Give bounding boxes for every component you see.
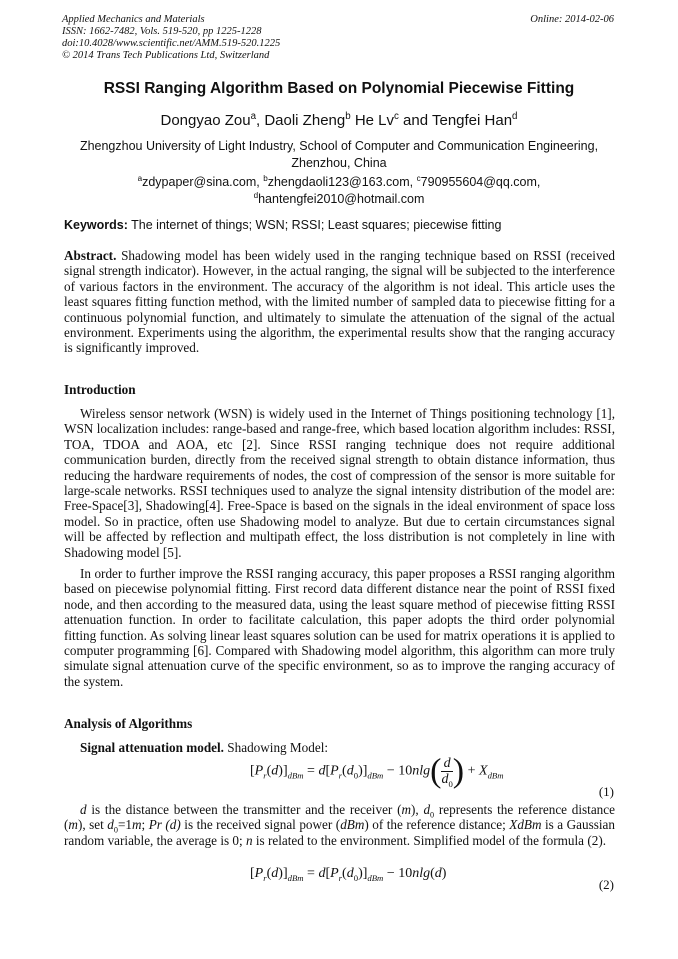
eq-symbol: 0 (353, 770, 359, 781)
authors (0, 112, 678, 129)
author-2: , Daoli Zheng (256, 112, 346, 129)
math-var: m (68, 817, 78, 833)
eq-symbol: r (338, 872, 343, 883)
eq-symbol: P (254, 866, 264, 881)
eq-symbol: ] (282, 763, 288, 779)
equation-2: $[P_r(d)]_{dBm} = d[P_r(d_0)]_{dBm} - 10nlg(d)$ (250, 866, 447, 883)
eq-fraction (441, 756, 452, 787)
copyright: © 2014 Trans Tech Publications Ltd, Switzerland (62, 50, 270, 61)
eq-symbol: [ (250, 866, 255, 881)
doi: doi:10.4028/www.scientific.net/AMM.519-520.1225 (62, 38, 281, 49)
abstract (64, 248, 615, 356)
email-mark: a (137, 173, 143, 183)
eq-symbol: r (338, 770, 343, 781)
eq-symbol: d (318, 866, 326, 881)
eq-symbol: [ (325, 866, 331, 881)
eq-symbol: d (318, 763, 326, 779)
keywords-text: The internet of things; WSN; RSSI; Least squares; piecewise fitting (127, 218, 502, 232)
eq-symbol: dBm (367, 770, 384, 781)
eq-symbol: d (441, 772, 449, 787)
keywords (64, 218, 620, 232)
eq-symbol: dBm (487, 770, 504, 781)
eq-symbol: = (303, 866, 319, 881)
eq-symbol: ] (362, 763, 368, 779)
eq-symbol: + (464, 763, 480, 779)
author-1-mark: a (250, 111, 256, 122)
abstract-label: Abstract. (64, 248, 117, 263)
eq-symbol: d (443, 756, 451, 771)
analysis-paragraph (64, 802, 615, 848)
email-link[interactable]: 790955604@qq.com, (420, 175, 541, 189)
eq-symbol: d (346, 763, 354, 779)
eq-symbol: P (254, 763, 264, 779)
math-var: XdBm (509, 817, 542, 833)
section-heading: Analysis of Algorithms (64, 716, 193, 731)
eq-symbol: dBm (367, 872, 384, 883)
text: is the received signal power ( (180, 817, 341, 833)
keywords-label: Keywords: (64, 218, 128, 232)
eq-symbol: ] (282, 866, 288, 881)
intro-paragraph-2: In order to further improve the RSSI ranging accuracy, this paper proposes a RSSI ranging algorithm based on piecewise polynomial fitting. First record data different distance near the point of RSSI fixed node, and then according to the measured data, using the least square method of piecewise fitting RSSI attenuation function. In order to facilitate calculation, this paper adopts the third order polynomial fitting function. As solving linear least squares solution can be used for matrix operations it is applied to computer programming [6]. Compared with Shadowing model algorithm, this algorithm can more truly simulate signal attenuation curve of the specific environment, so as to improve the ranging accuracy of the system. (64, 566, 615, 689)
eq-symbol: 0 (353, 872, 359, 883)
online-date: Online: 2014-02-06 (530, 14, 614, 25)
email-mark: d (253, 190, 259, 200)
math-var: n (246, 832, 253, 848)
math-var: d (423, 802, 431, 817)
issn: ISSN: 1662-7482, Vols. 519-520, pp 1225-1228 (62, 26, 262, 37)
author-1: Dongyao Zou (160, 112, 251, 129)
eq-symbol: d (346, 866, 354, 881)
emails (60, 174, 618, 208)
subsection-label: Signal attenuation model. (80, 740, 224, 755)
math-var: d (107, 817, 114, 833)
author-2-mark: b (345, 111, 351, 122)
eq-symbol: X (479, 763, 488, 779)
text: is related to the environment. Simplified model of the formula (2). (252, 832, 607, 848)
text: ; (141, 817, 149, 833)
eq-symbol: = (303, 763, 319, 779)
eq-symbol: P (330, 866, 339, 881)
eq-symbol: dBm (287, 872, 304, 883)
eq-symbol: d (434, 866, 442, 881)
subsection (80, 740, 580, 755)
journal-name: Applied Mechanics and Materials (62, 14, 205, 25)
eq-symbol: nlg (412, 763, 431, 779)
text: ), (411, 802, 424, 817)
eq-symbol: ] (362, 866, 368, 881)
intro-paragraph-1: Wireless sensor network (WSN) is widely used in the Internet of Things positioning technology [1], WSN localization includes: range-based and range-free, which based location algorithm includes: RSSI, TOA, TDOA and AOA, etc [2]. Since RSSI ranging technique does not require additional communication burden, directly from the received signal strength to obtain distance information, thus reducing the hardware requirements of nodes, the cost of compression of the sensor is more suitable for large-scale networks. RSSI techniques used to analyze the signal intensity distribution of the model are: Free-Space[3], Shadowing[4]. Free-Space is based on the signals in the ideal environment of space loss model. So in practice, often use Shadowing model to analyze. But due to certain circumstances signal will be affected by reflection and multipath effect, the loss distribution is not completely in line with Shadowing model [5]. (64, 406, 615, 560)
equation-number: (1) (598, 784, 614, 799)
math-var: m (132, 817, 142, 833)
author-4-mark: d (512, 111, 518, 122)
subsection-text: Shadowing Model: (223, 740, 329, 755)
text: represents the reference distance ( (64, 802, 615, 833)
email-link[interactable]: zhengdaoli123@163.com, (267, 175, 417, 189)
eq-symbol: dBm (287, 770, 304, 781)
equation-number: (2) (598, 877, 614, 892)
math-var: m (401, 802, 411, 817)
math-var: dBm (340, 817, 365, 833)
math-var: d (80, 802, 87, 817)
email-link[interactable]: hantengfei2010@hotmail.com (258, 192, 425, 206)
eq-symbol: d (271, 763, 279, 779)
section-heading: Introduction (64, 382, 136, 397)
email-link[interactable]: zdypaper@sina.com, (142, 175, 264, 189)
email-mark: b (263, 173, 268, 183)
eq-symbol: − 10 (383, 866, 413, 881)
text: =1 (117, 817, 132, 833)
eq-symbol: r (263, 872, 267, 883)
eq-symbol: P (330, 763, 339, 779)
math-sub: 0 (430, 810, 435, 820)
paper-title: RSSI Ranging Algorithm Based on Polynomial Piecewise Fitting (103, 80, 575, 97)
author-3: He Lv (350, 112, 395, 129)
affiliation: Zhengzhou University of Light Industry, School of Computer and Communication Engineering, Zhenzhou, China (79, 139, 599, 170)
text: is the distance between the transmitter and the receiver ( (86, 802, 402, 817)
math-var: Pr (d) (148, 817, 181, 833)
math-sub: 0 (113, 826, 118, 836)
eq-symbol: 0 (448, 778, 453, 789)
eq-symbol: d (271, 866, 279, 881)
author-4: and Tengfei Han (398, 112, 513, 129)
email-mark: c (416, 173, 421, 183)
abstract-text: Shadowing model has been widely used in the ranging technique based on RSSI (received signal strength indicator). However, in the actual ranging, the signal will be subjected to the interference of various factors in the environment. The accuracy of the algorithm is not ideal. This article uses the least squares fitting function method, with the limited number of sampled data to piecewise fitting for a continuous polynomial function, and ultimately to simulate the attenuation of the signal of the actual environment. Experiments using the algorithm, the experimental results show that the ranging accuracy is significantly improved. (64, 248, 615, 356)
eq-symbol: [ (250, 763, 255, 779)
eq-symbol: − 10 (383, 763, 413, 779)
equation-1: $[P_r(d)]_{dBm} = d[P_r(d_0)]_{dBm} - 10nlg$( $\frac{d}{d_0}$ ) + $X_{dBm}$ (250, 752, 504, 790)
text: ) of the reference distance; (364, 817, 510, 833)
text: is a Gaussian random variable, the average is 0; (64, 817, 615, 848)
eq-symbol: nlg (412, 866, 431, 881)
journal-header (62, 14, 280, 62)
eq-symbol: [ (325, 763, 331, 779)
eq-symbol: r (263, 770, 267, 781)
author-3-mark: c (394, 111, 399, 122)
text: ), set (77, 817, 108, 833)
